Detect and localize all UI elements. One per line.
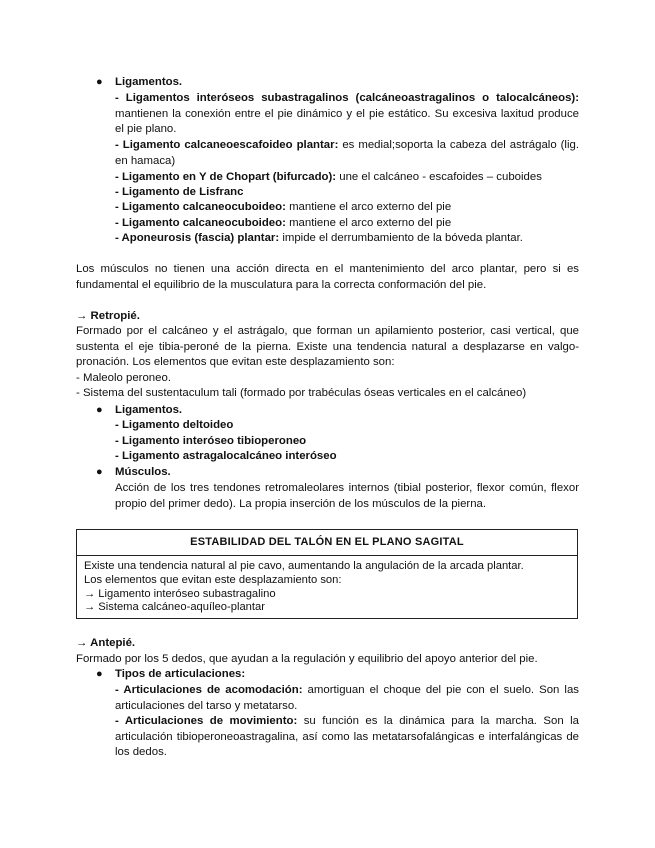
ligament-item: - Ligamento de Lisfranc — [115, 186, 244, 198]
antepie-heading: → Antepié. — [76, 637, 136, 649]
ligament-item: - Aponeurosis (fascia) plantar: impide el derrumbamiento de la bóveda plantar. — [115, 232, 523, 244]
ligament-item: - Ligamento calcaneoescafoideo plantar: es medial;soporta la cabeza del astrágalo (lig. en hamaca) — [115, 139, 579, 167]
box-line: Los elementos que evitan este desplazamiento son: — [84, 573, 342, 586]
bullet-dot: ● — [96, 76, 103, 88]
ligament-item: - Ligamento calcaneocuboideo: mantiene el arco externo del pie — [115, 201, 452, 213]
retropie-line: - Sistema del sustentaculum tali (formado por trabéculas óseas verticales en el calcáneo) — [76, 387, 527, 399]
retropie-line: - Maleolo peroneo. — [76, 372, 171, 384]
retropie-ligament: - Ligamento interóseo tibioperoneo — [115, 435, 307, 447]
antepie-tipos-title: Tipos de articulaciones: — [115, 668, 246, 680]
retropie-musculos-title: Músculos. — [115, 466, 171, 478]
bullet-dot: ● — [96, 466, 103, 478]
box-line: → Ligamento interóseo subastragalino — [84, 587, 276, 600]
bullet-dot: ● — [96, 668, 103, 680]
antepie-intro: Formado por los 5 dedos, que ayudan a la regulación y equilibrio del apoyo anterior del pie. — [76, 653, 538, 665]
retropie-ligamentos-title: Ligamentos. — [115, 404, 183, 416]
antepie-art-item: - Articulaciones de movimiento: su función es la dinámica para la marcha. Son la articulación tibioperoneoastragalina, así como las metatarsofalángicas e interfalángicas de los dedos. — [115, 715, 580, 758]
stability-box-title: ESTABILIDAD DEL TALÓN EN EL PLANO SAGITAL — [77, 530, 577, 556]
retropie-ligament: - Ligamento deltoideo — [115, 419, 234, 431]
ligamentos-title: Ligamentos. — [115, 76, 183, 88]
muscles-paragraph: Los músculos no tienen una acción directa en el mantenimiento del arco plantar, pero si es fundamental el equilibrio de la musculatura para la correcta conformación del pie. — [76, 263, 579, 291]
retropie-ligament: - Ligamento astragalocalcáneo interóseo — [115, 450, 337, 462]
ligament-item: - Ligamento calcaneocuboideo: mantiene el arco externo del pie — [115, 217, 452, 229]
stability-box — [76, 529, 578, 619]
bullet-dot: ● — [96, 404, 103, 416]
box-line: Existe una tendencia natural al pie cavo, aumentando la angulación de la arcada plantar. — [84, 560, 524, 572]
retropie-intro: Formado por el calcáneo y el astrágalo, que forman un apilamiento posterior, casi vertical, que sustenta el eje tibia-peroné de la pierna. Existe una tendencia natural a desplazarse en valgo-pronación. Los elementos que evitan este desplazamiento son: — [76, 325, 579, 368]
ligament-item: - Ligamentos interóseos subastragalinos (calcáneoastragalinos o talocalcáneos): mantienen la conexión entre el pie dinámico y el pie estático. Su excesiva laxitud produce el pie plano. — [115, 92, 579, 135]
box-line: → Sistema calcáneo-aquíleo-plantar — [84, 601, 265, 614]
stability-box-body — [77, 556, 577, 615]
retropie-heading: → Retropié. — [76, 310, 140, 322]
ligament-item: - Ligamento en Y de Chopart (bifurcado): une el calcáneo - escafoides – cuboides — [115, 171, 542, 183]
retropie-musculos-text: Acción de los tres tendones retromaleolares internos (tibial posterior, flexor común, flexor propio del primer dedo). La propia inserción de los músculos de la pierna. — [115, 482, 579, 510]
antepie-art-item: - Articulaciones de acomodación: amortiguan el choque del pie con el suelo. Son las articulaciones del tarso y metatarso. — [115, 684, 579, 712]
